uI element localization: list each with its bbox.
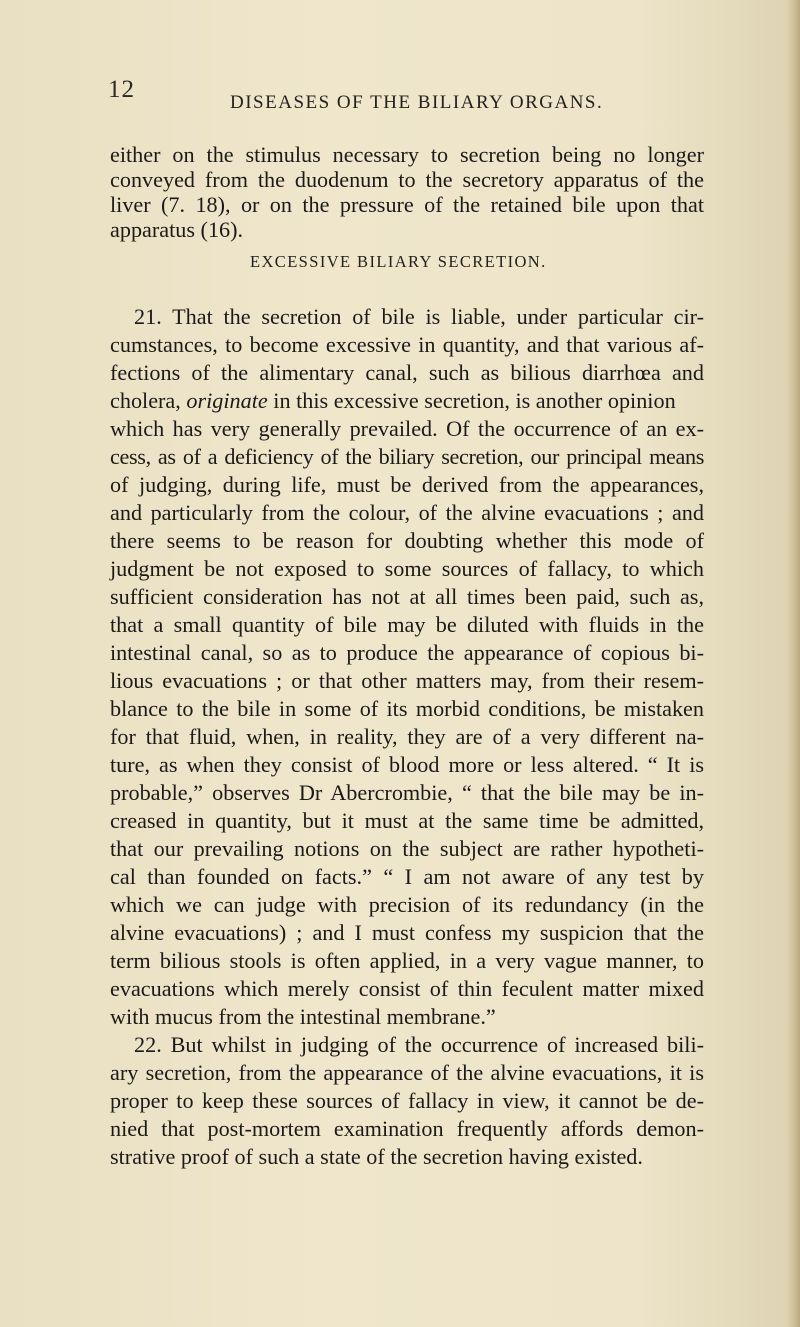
text-line: lious evacuations ; or that other matters may, from their resem- <box>110 668 704 693</box>
italic-word: originate <box>186 388 268 413</box>
page-edge-shadow <box>786 0 800 1327</box>
text-line: and particularly from the colour, of the alvine evacuations ; and <box>110 500 704 525</box>
text-line: there seems to be reason for doubting whether this mode of <box>110 528 704 553</box>
text-line: ary secretion, from the appearance of the alvine evacuations, it is <box>110 1060 704 1085</box>
text-line: nied that post-mortem examination frequently affords demon- <box>110 1116 704 1141</box>
text-line: intestinal canal, so as to produce the appearance of copious bi- <box>110 640 704 665</box>
section-heading: EXCESSIVE BILIARY SECRETION. <box>250 252 547 271</box>
text-line: cal than founded on facts.” “ I am not aware of any test by <box>110 864 704 889</box>
text-run: in this excessive secretion, is another opinion <box>273 388 676 413</box>
text-line: of judging, during life, must be derived from the appearances, <box>110 472 704 497</box>
text-line: apparatus (16). <box>110 217 244 242</box>
text-line: that our prevailing notions on the subject are rather hypotheti- <box>110 836 704 861</box>
text-line: either on the stimulus necessary to secretion being no longer <box>110 142 704 167</box>
text-line: which has very generally prevailed. Of the occurrence of an ex- <box>110 416 704 441</box>
text-run: cholera, <box>110 388 181 413</box>
text-line: sufficient consideration has not at all times been paid, such as, <box>110 584 704 609</box>
text-line: evacuations which merely consist of thin feculent matter mixed <box>110 976 704 1001</box>
text-line: liver (7. 18), or on the pressure of the retained bile upon that <box>110 192 704 217</box>
paragraph-first-line: 21. That the secretion of bile is liable, under particular cir- <box>134 304 704 329</box>
text-line: ture, as when they consist of blood more or less altered. “ It is <box>110 752 704 777</box>
text-line-with-italic <box>110 386 704 416</box>
text-line: strative proof of such a state of the secretion having existed. <box>110 1144 643 1169</box>
text-line: cess, as of a deficiency of the biliary secretion, our principal means <box>110 444 704 469</box>
text-line: blance to the bile in some of its morbid conditions, be mistaken <box>110 696 704 721</box>
text-line: for that fluid, when, in reality, they are of a very different na- <box>110 724 704 749</box>
running-head: DISEASES OF THE BILIARY ORGANS. <box>230 92 604 113</box>
text-line: proper to keep these sources of fallacy in view, it cannot be de- <box>110 1088 704 1113</box>
page-number: 12 <box>108 76 135 103</box>
text-line: judgment be not exposed to some sources of fallacy, to which <box>110 556 704 581</box>
text-line: conveyed from the duodenum to the secretory apparatus of the <box>110 167 704 192</box>
text-line: fections of the alimentary canal, such as bilious diarrhœa and <box>110 360 704 385</box>
text-line: alvine evacuations) ; and I must confess my suspicion that the <box>110 920 704 945</box>
paragraph-first-line: 22. But whilst in judging of the occurrence of increased bili- <box>134 1032 704 1057</box>
text-line: which we can judge with precision of its redundancy (in the <box>110 892 704 917</box>
text-line: creased in quantity, but it must at the same time be admitted, <box>110 808 704 833</box>
text-line: term bilious stools is often applied, in a very vague manner, to <box>110 948 704 973</box>
text-line: cumstances, to become excessive in quantity, and that various af- <box>110 332 704 357</box>
text-line: that a small quantity of bile may be diluted with fluids in the <box>110 612 704 637</box>
text-line: probable,” observes Dr Abercrombie, “ that the bile may be in- <box>110 780 704 805</box>
text-line: with mucus from the intestinal membrane.” <box>110 1004 496 1029</box>
